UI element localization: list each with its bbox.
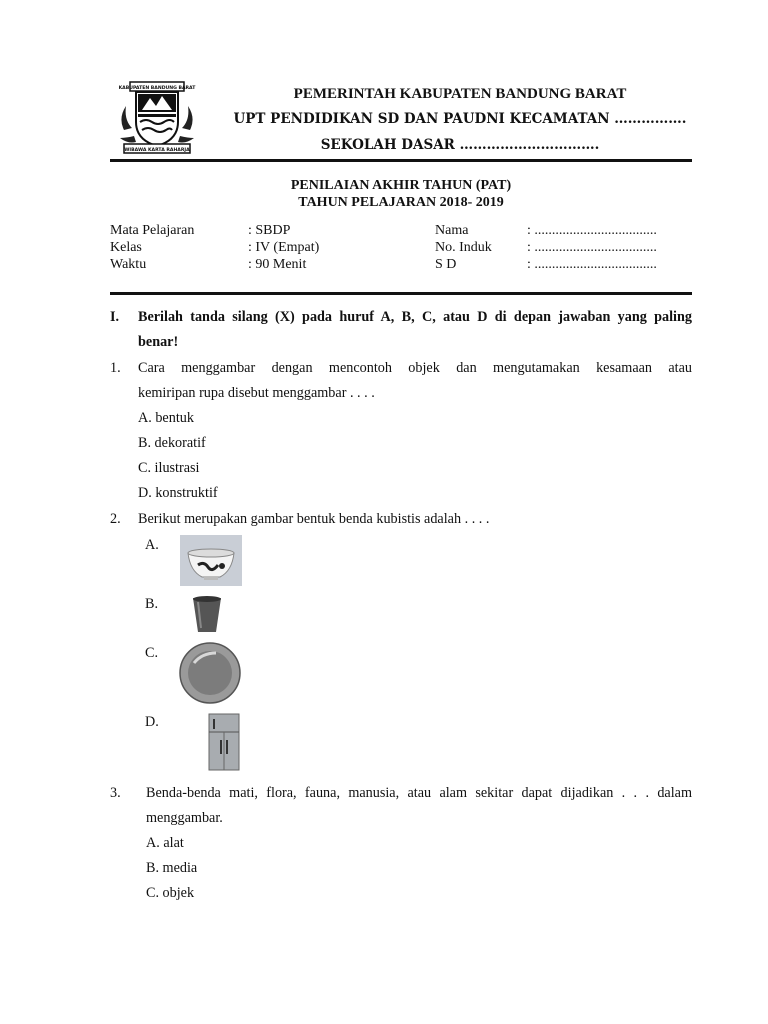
answer-option: C. bbox=[145, 645, 159, 661]
plate-image bbox=[178, 641, 242, 705]
section-number: I. bbox=[110, 309, 120, 325]
info-label: No. Induk bbox=[435, 240, 492, 255]
question-text: Cara menggambar dengan mencontoh objek dan mengutamakan kesamaan atau bbox=[138, 360, 692, 376]
info-value: : ................................... bbox=[527, 223, 657, 238]
question-text: Benda-benda mati, flora, fauna, manusia, atau alam sekitar dapat dijadikan . . . dalam bbox=[146, 785, 692, 801]
info-label: Waktu bbox=[110, 257, 147, 272]
answer-option: B. bbox=[145, 596, 159, 612]
answer-option: A. bbox=[145, 537, 159, 553]
bowl-image bbox=[180, 535, 242, 586]
question-number: 2. bbox=[110, 511, 121, 527]
answer-option: A. alat bbox=[146, 835, 184, 851]
answer-option: D. bbox=[145, 714, 159, 730]
header-school: SEKOLAH DASAR …………………………. bbox=[320, 137, 600, 153]
info-value: : IV (Empat) bbox=[248, 240, 320, 255]
header-divider bbox=[110, 159, 692, 162]
header-upt: UPT PENDIDIKAN SD DAN PAUDNI KECAMATAN ……………. bbox=[233, 111, 687, 127]
answer-option: B. media bbox=[146, 860, 198, 876]
question-text: menggambar. bbox=[146, 810, 223, 826]
section-instruction-line2: benar! bbox=[138, 334, 179, 350]
section-instruction-line1: Berilah tanda silang (X) pada huruf A, B, C, atau D di depan jawaban yang paling bbox=[138, 309, 692, 325]
answer-option: D. konstruktif bbox=[138, 485, 218, 501]
info-left-labels bbox=[110, 222, 194, 273]
refrigerator-image bbox=[205, 712, 243, 772]
answer-option: B. dekoratif bbox=[138, 435, 206, 451]
info-label: Kelas bbox=[110, 240, 142, 255]
info-left-values bbox=[248, 222, 319, 273]
exam-year: TAHUN PELAJARAN 2018- 2019 bbox=[298, 195, 504, 210]
exam-title: PENILAIAN AKHIR TAHUN (PAT) bbox=[290, 178, 512, 193]
question-text: Berikut merupakan gambar bentuk benda kubistis adalah . . . . bbox=[138, 511, 490, 527]
question-number: 1. bbox=[110, 360, 121, 376]
info-value: : 90 Menit bbox=[248, 257, 307, 272]
logo-bottom-text: WIBAWA KARTA RAHARJA bbox=[124, 148, 190, 153]
logo-top-text: KABUPATEN BANDUNG BARAT bbox=[118, 86, 196, 91]
cup-image bbox=[184, 594, 230, 636]
info-label: S D bbox=[435, 257, 457, 272]
info-right-labels bbox=[435, 222, 492, 273]
info-divider bbox=[110, 292, 692, 295]
info-value: : ................................... bbox=[527, 257, 657, 272]
info-label: Nama bbox=[435, 223, 469, 238]
question-text: kemiripan rupa disebut menggambar . . . . bbox=[138, 385, 375, 401]
answer-option: C. objek bbox=[146, 885, 195, 901]
answer-option: A. bentuk bbox=[138, 410, 194, 426]
info-value: : SBDP bbox=[248, 223, 291, 238]
answer-option: C. ilustrasi bbox=[138, 460, 200, 476]
question-number: 3. bbox=[110, 785, 121, 801]
info-right-values bbox=[527, 222, 657, 273]
info-label: Mata Pelajaran bbox=[110, 223, 195, 238]
header-government: PEMERINTAH KABUPATEN BANDUNG BARAT bbox=[293, 86, 627, 102]
info-value: : ................................... bbox=[527, 240, 657, 255]
district-logo bbox=[116, 78, 198, 158]
